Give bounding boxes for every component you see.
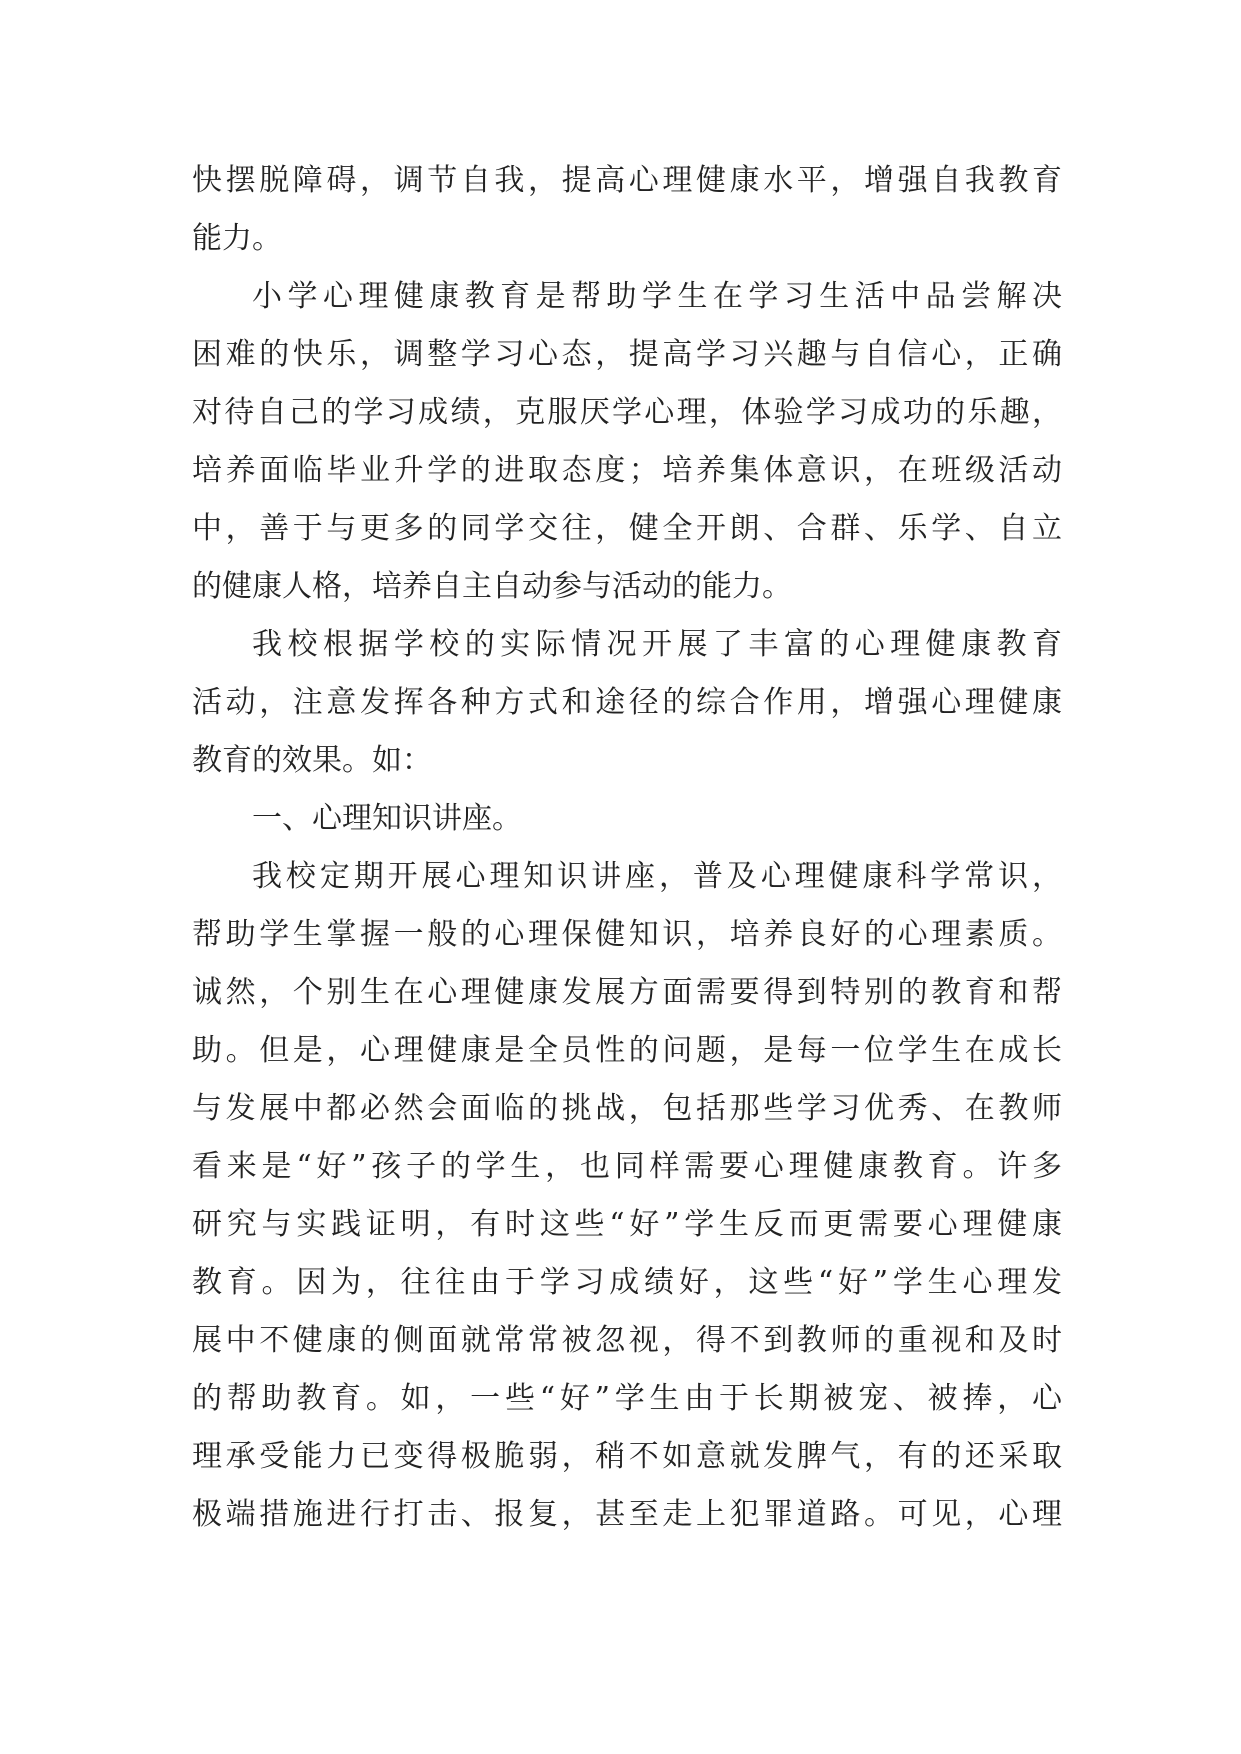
document-body xyxy=(192,152,1062,1544)
text-line: 活动，注意发挥各种方式和途径的综合作用，增强心理健康 xyxy=(192,685,1062,720)
text-line: 对待自己的学习成绩，克服厌学心理，体验学习成功的乐趣， xyxy=(192,395,1062,430)
text-line: 的帮助教育。如，一些“好”学生由于长期被宠、被捧，心 xyxy=(192,1381,1062,1416)
text-line: 快摆脱障碍，调节自我，提高心理健康水平，增强自我教育 xyxy=(192,163,1062,198)
text-line: 中，善于与更多的同学交往，健全开朗、合群、乐学、自立 xyxy=(192,511,1062,546)
text-line: 展中不健康的侧面就常常被忽视，得不到教师的重视和及时 xyxy=(192,1323,1062,1358)
text-line: 我校定期开展心理知识讲座，普及心理健康科学常识， xyxy=(252,859,1062,894)
text-line: 我校根据学校的实际情况开展了丰富的心理健康教育 xyxy=(252,627,1062,662)
text-line: 研究与实践证明，有时这些“好”学生反而更需要心理健康 xyxy=(192,1207,1062,1242)
text-line: 培养面临毕业升学的进取态度；培养集体意识，在班级活动 xyxy=(192,453,1062,488)
text-line: 小学心理健康教育是帮助学生在学习生活中品尝解决 xyxy=(252,279,1062,314)
text-line: 教育。因为，往往由于学习成绩好，这些“好”学生心理发 xyxy=(192,1265,1062,1300)
text-line: 教育的效果。如： xyxy=(192,743,432,778)
text-line: 诚然，个别生在心理健康发展方面需要得到特别的教育和帮 xyxy=(192,975,1062,1010)
text-line: 与发展中都必然会面临的挑战，包括那些学习优秀、在教师 xyxy=(192,1091,1062,1126)
text-line: 看来是“好”孩子的学生，也同样需要心理健康教育。许多 xyxy=(192,1149,1062,1184)
text-line: 能力。 xyxy=(192,221,282,256)
text-line: 帮助学生掌握一般的心理保健知识，培养良好的心理素质。 xyxy=(192,917,1062,952)
text-line: 的健康人格，培养自主自动参与活动的能力。 xyxy=(192,569,792,604)
text-line: 助。但是，心理健康是全员性的问题，是每一位学生在成长 xyxy=(192,1033,1062,1068)
text-line: 理承受能力已变得极脆弱，稍不如意就发脾气，有的还采取 xyxy=(192,1439,1062,1474)
text-line: 一、心理知识讲座。 xyxy=(252,801,522,836)
text-line: 困难的快乐，调整学习心态，提高学习兴趣与自信心，正确 xyxy=(192,337,1062,372)
text-line: 极端措施进行打击、报复，甚至走上犯罪道路。可见，心理 xyxy=(192,1497,1062,1532)
